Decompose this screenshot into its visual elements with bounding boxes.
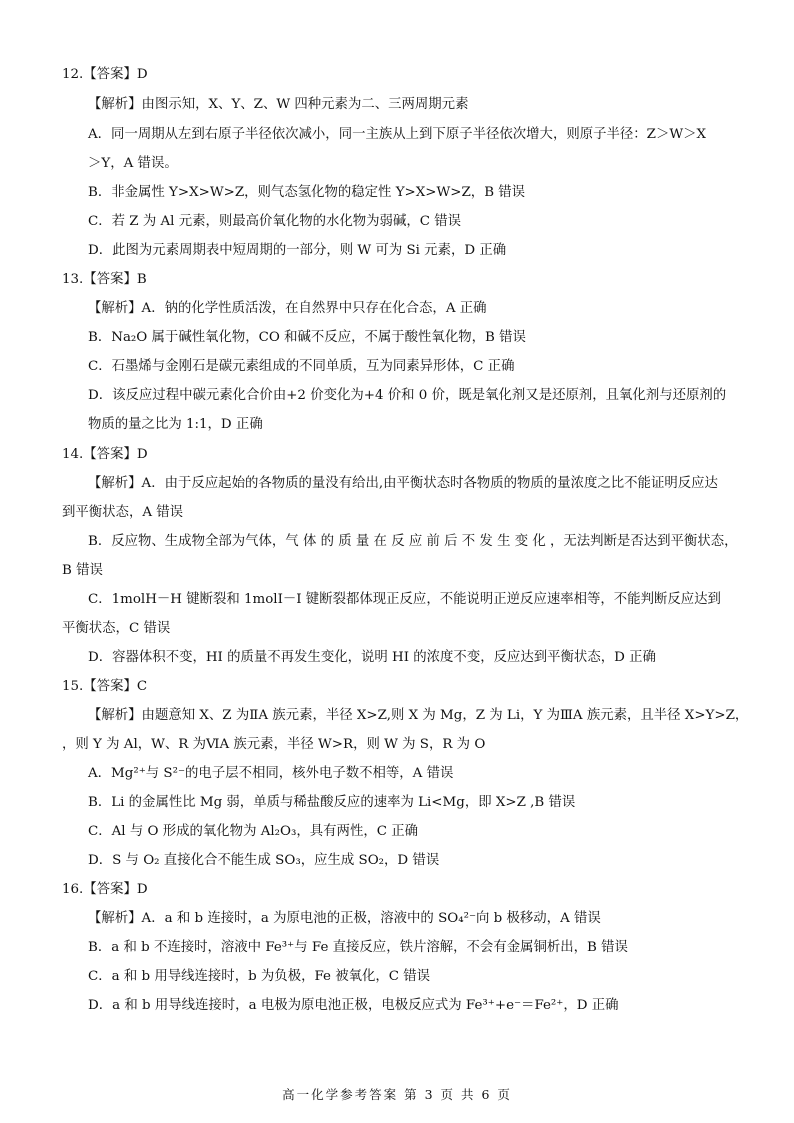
q13-analysis-3: C．石墨烯与金刚石是碳元素组成的不同单质，互为同素异形体，C 正确 [88, 359, 515, 374]
page-footer: 高一化学参考答案 第 3 页 共 6 页 [282, 1087, 512, 1102]
q13-analysis-1: 【解析】A．钠的化学性质活泼，在自然界中只存在化合态，A 正确 [88, 301, 487, 316]
q14-analysis-1: 【解析】A．由于反应起始的各物质的量没有给出,由平衡状态时各物质的物质的量浓度之比不能证明反应达 [88, 476, 718, 491]
q14-analysis-2: 到平衡状态，A 错误 [62, 505, 184, 520]
q15-analysis-3: A．Mg²⁺与 S²⁻的电子层不相同，核外电子数不相等，A 错误 [88, 766, 454, 781]
q16-analysis-2: B．a 和 b 不连接时，溶液中 Fe³⁺与 Fe 直接反应，铁片溶解，不会有金属铜析出，B 错误 [88, 940, 628, 955]
q12-answer: 12.【答案】D [62, 67, 148, 82]
q12-analysis-2: A．同一周期从左到右原子半径依次减小，同一主族从上到下原子半径依次增大，则原子半径：Z＞W＞X [88, 127, 707, 142]
q15-analysis-6: D．S 与 O₂ 直接化合不能生成 SO₃，应生成 SO₂，D 错误 [88, 853, 440, 868]
q15-analysis-4: B．Li 的金属性比 Mg 弱，单质与稀盐酸反应的速率为 Li<Mg，即 X>Z ,B 错误 [88, 795, 576, 810]
q15-analysis-5: C．Al 与 O 形成的氧化物为 Al₂O₃，具有两性，C 正确 [88, 824, 419, 839]
q16-analysis-4: D．a 和 b 用导线连接时，a 电极为原电池正极，电极反应式为 Fe³⁺+e⁻＝Fe²⁺，D 正确 [88, 998, 619, 1013]
q14-analysis-3: B．反应物、生成物全部为气体，气 体 的 质 量 在 反 应 前 后 不 发 生 变 化 ，无法判断是否达到平衡状态， [88, 534, 738, 549]
q14-analysis-6: 平衡状态，C 错误 [62, 621, 171, 636]
q16-analysis-3: C．a 和 b 用导线连接时，b 为负极，Fe 被氧化，C 错误 [88, 969, 431, 984]
q16-analysis-1: 【解析】A．a 和 b 连接时，a 为原电池的正极，溶液中的 SO₄²⁻向 b 极移动，A 错误 [88, 911, 601, 926]
q14-analysis-5: C．1molH－H 键断裂和 1molI－I 键断裂都体现正反应，不能说明正逆反应速率相等，不能判断反应达到 [88, 592, 721, 607]
q13-analysis-4: D．该反应过程中碳元素化合价由+2 价变化为+4 价和 0 价，既是氧化剂又是还原剂，且氧化剂与还原剂的 [88, 388, 727, 403]
q15-answer: 15.【答案】C [62, 679, 148, 694]
q12-analysis-5: C．若 Z 为 Al 元素，则最高价氧化物的水化物为弱碱，C 错误 [88, 214, 462, 229]
q12-analysis-3: ＞Y，A 错误。 [88, 156, 178, 171]
q15-analysis-1: 【解析】由题意知 X、Z 为ⅡA 族元素，半径 X>Z,则 X 为 Mg，Z 为 Li，Y 为ⅢA 族元素，且半径 X>Y>Z， [88, 708, 749, 723]
q13-analysis-5: 物质的量之比为 1:1，D 正确 [88, 417, 263, 432]
q12-analysis-6: D．此图为元素周期表中短周期的一部分，则 W 可为 Si 元素，D 正确 [88, 243, 507, 258]
q16-answer: 16.【答案】D [62, 882, 148, 897]
q14-analysis-4: B 错误 [62, 563, 103, 578]
q15-analysis-2: ，则 Y 为 Al，W、R 为ⅥA 族元素，半径 W>R，则 W 为 S，R 为 O [62, 737, 486, 752]
q13-answer: 13.【答案】B [62, 272, 147, 287]
q13-analysis-2: B．Na₂O 属于碱性氧化物，CO 和碱不反应，不属于酸性氧化物，B 错误 [88, 330, 526, 345]
q12-analysis-1: 【解析】由图示知，X、Y、Z、W 四种元素为二、三两周期元素 [88, 97, 469, 112]
q12-analysis-4: B．非金属性 Y>X>W>Z，则气态氢化物的稳定性 Y>X>W>Z，B 错误 [88, 185, 526, 200]
q14-analysis-7: D．容器体积不变，HI 的质量不再发生变化，说明 HI 的浓度不变，反应达到平衡状态，D 正确 [88, 650, 656, 665]
q14-answer: 14.【答案】D [62, 447, 148, 462]
